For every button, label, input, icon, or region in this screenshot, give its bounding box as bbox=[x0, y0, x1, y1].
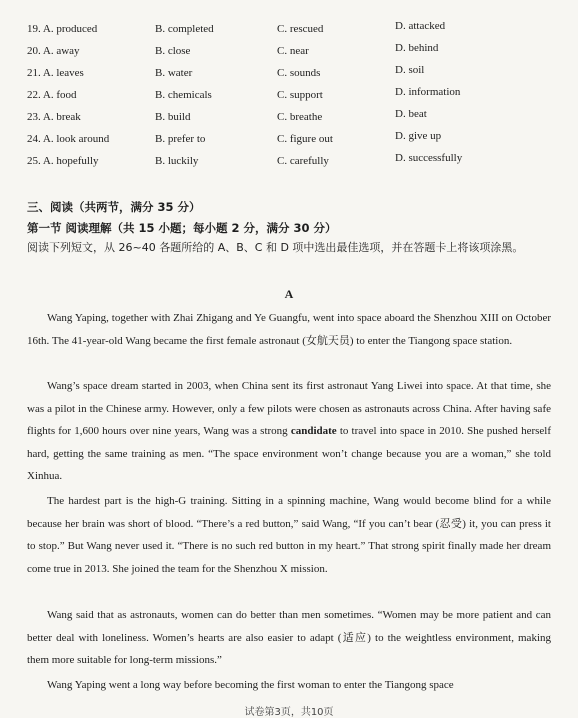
option-row-22 bbox=[0, 86, 578, 111]
option-d: D. successfully bbox=[395, 152, 463, 164]
option-row-19 bbox=[0, 20, 578, 45]
option-a: 23. A. break bbox=[27, 111, 81, 123]
option-d: D. give up bbox=[395, 130, 442, 142]
option-c: C. figure out bbox=[277, 133, 333, 145]
paragraph-2: Wang’s space dream started in 2003, when China sent its first astronaut Yang Liwei into space. At that time, she was a pilot in the Chinese army. However, only a few pilots were chosen as astronauts across China. After having safe flights for 1,600 hours over nine years, Wang was a strong candidate to travel into space in 2010. She pushed herself hard, getting the same training as men. “The space environment won’t change because you are a woman,” she told Xinhua. bbox=[27, 380, 551, 482]
option-row-24 bbox=[0, 130, 578, 155]
page-footer: 试卷第3页，共10页 bbox=[244, 707, 334, 718]
option-row-21 bbox=[0, 64, 578, 89]
option-row-25 bbox=[0, 152, 578, 177]
option-a: 22. A. food bbox=[27, 89, 77, 101]
option-b: B. close bbox=[155, 45, 191, 57]
option-b: B. luckily bbox=[155, 155, 199, 167]
option-d: D. behind bbox=[395, 42, 439, 54]
paragraph-4: Wang said that as astronauts, women can do better than men sometimes. “Women may be more patient and can better deal with loneliness. Women’s hearts are also easier to adapt (适应) to the weightless environment, making them more suitable for long-term missions.” bbox=[27, 609, 551, 666]
option-b: B. completed bbox=[155, 23, 214, 35]
option-row-20 bbox=[0, 42, 578, 67]
option-a: 25. A. hopefully bbox=[27, 155, 99, 167]
option-d: D. soil bbox=[395, 64, 425, 76]
option-b: B. build bbox=[155, 111, 191, 123]
option-a: 20. A. away bbox=[27, 45, 80, 57]
option-a: 24. A. look around bbox=[27, 133, 110, 145]
section-title: 三、阅读（共两节，满分 35 分） bbox=[27, 200, 201, 214]
option-c: C. breathe bbox=[277, 111, 323, 123]
option-row-23 bbox=[0, 108, 578, 133]
option-d: D. information bbox=[395, 86, 461, 98]
option-a: 21. A. leaves bbox=[27, 67, 84, 79]
bold-word: candidate bbox=[290, 425, 337, 437]
option-c: C. carefully bbox=[277, 155, 329, 167]
paragraph-1: Wang Yaping, together with Zhai Zhigang and Ye Guangfu, went into space aboard the Shenzhou XIII on October 16th. The 41-year-old Wang became the first female astronaut (女航天员) to enter the Tiangong space station. bbox=[27, 312, 551, 347]
option-d: D. attacked bbox=[395, 20, 446, 32]
option-a: 19. A. produced bbox=[27, 23, 98, 35]
instruction-text: 阅读下列短文，从 26~40 各题所给的 A、B、C 和 D 项中选出最佳选项，并在答题卡上将该项涂黑。 bbox=[27, 241, 524, 254]
passage-heading: A bbox=[284, 287, 294, 301]
option-b: B. water bbox=[155, 67, 193, 79]
paragraph-3: The hardest part is the high-G training. Sitting in a spinning machine, Wang would become blind for a while because her brain was short of blood. “There’s a red button,” said Wang, “If you can’t bear (忍受) it, you can press it to stop.” But Wang never used it. “There is no such red button in my heart.” That strong spirit finally made her dream come true in 2013. She joined the team for the Shenzhou X mission. bbox=[27, 495, 551, 575]
option-c: C. support bbox=[277, 89, 323, 101]
part-title: 第一节 阅读理解（共 15 小题；每小题 2 分，满分 30 分） bbox=[27, 221, 337, 235]
option-c: C. sounds bbox=[277, 67, 321, 79]
paragraph-5: Wang Yaping went a long way before becoming the first woman to enter the Tiangong space bbox=[47, 679, 454, 691]
option-c: C. near bbox=[277, 45, 309, 57]
option-c: C. rescued bbox=[277, 23, 324, 35]
option-d: D. beat bbox=[395, 108, 427, 120]
option-b: B. chemicals bbox=[155, 89, 212, 101]
option-b: B. prefer to bbox=[155, 133, 206, 145]
